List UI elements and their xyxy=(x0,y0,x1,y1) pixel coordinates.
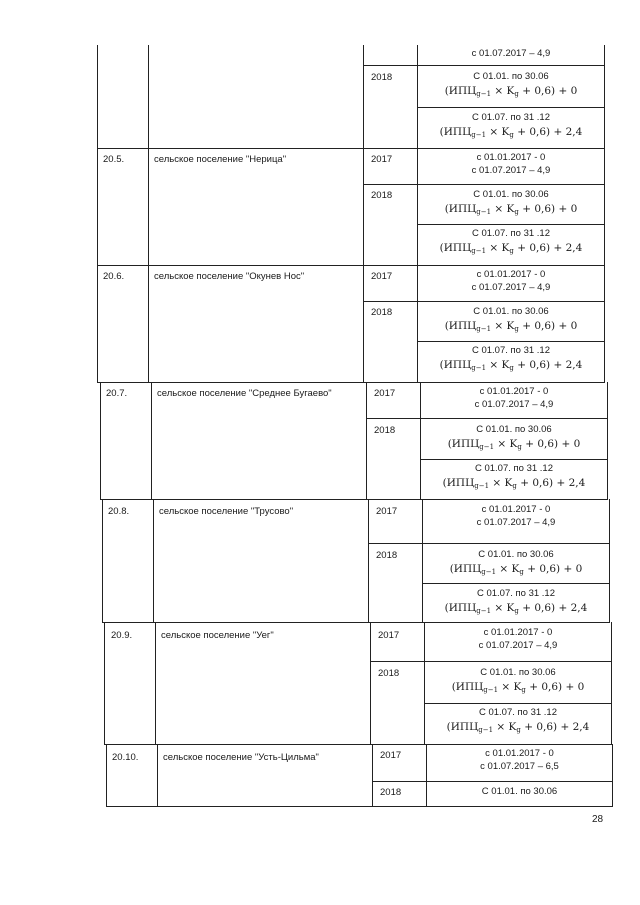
settlement-name: сельское поселение "Нерица" xyxy=(154,154,287,165)
tariff-formula: $(ИПЦ_{g-1} \times K_g + 0,6) + 2,4$ xyxy=(439,126,583,139)
tariff-formula: $(ИПЦ_{g-1} \times K_g + 0,6) + 2,4$ xyxy=(444,602,588,615)
settlement-name: сельское поселение "Среднее Бугаево" xyxy=(157,388,332,399)
year-cell: 2018 xyxy=(380,787,402,798)
settlement-name: сельское поселение "Окунев Нос" xyxy=(154,271,305,282)
period-label: С 01.01. по 30.06 xyxy=(476,424,552,435)
rate-note: с 01.07.2017 – 4,9 xyxy=(474,399,554,410)
row-number: 20.10. xyxy=(112,752,139,763)
period-label: С 01.07. по 31 .12 xyxy=(474,463,554,474)
year-cell: 2018 xyxy=(378,668,400,679)
page-number: 28 xyxy=(592,814,604,825)
tariff-formula: $(ИПЦ_{g-1} \times K_g + 0,6) + 0$ xyxy=(444,320,578,333)
table-border xyxy=(148,45,149,148)
tariff-formula: $(ИПЦ_{g-1} \times K_g + 0,6) + 2,4$ xyxy=(439,242,583,255)
row-number: 20.6. xyxy=(103,271,125,282)
rate-note: с 01.07.2017 – 4,9 xyxy=(471,165,551,176)
period-label: С 01.07. по 31 .12 xyxy=(471,112,551,123)
tariff-formula: $(ИПЦ_{g-1} \times K_g + 0,6) + 2,4$ xyxy=(446,721,590,734)
year-cell: 2017 xyxy=(374,388,396,399)
year-cell: 2017 xyxy=(380,750,402,761)
row-number: 20.5. xyxy=(103,154,125,165)
rate-note: с 01.01.2017 - 0 xyxy=(476,152,546,163)
period-label: С 01.01. по 30.06 xyxy=(473,189,549,200)
period-label: С 01.07. по 31 .12 xyxy=(471,345,551,356)
table-border xyxy=(417,107,605,108)
row-number: 20.7. xyxy=(106,388,128,399)
tariff-formula: $(ИПЦ_{g-1} \times K_g + 0,6) + 0$ xyxy=(444,203,578,216)
tariff-formula: $(ИПЦ_{g-1} \times K_g + 0,6) + 0$ xyxy=(449,563,583,576)
period-label: С 01.07. по 31 .12 xyxy=(476,588,556,599)
tariff-formula: $(ИПЦ_{g-1} \times K_g + 0,6) + 0$ xyxy=(444,85,578,98)
row-number: 20.8. xyxy=(108,506,130,517)
year-cell: 2018 xyxy=(371,307,393,318)
year-cell: 2018 xyxy=(371,190,393,201)
table-border xyxy=(363,45,364,148)
settlement-name: сельское поселение "Уег" xyxy=(161,630,274,641)
rate-note: с 01.07.2017 – 4,9 xyxy=(471,282,551,293)
row-number: 20.9. xyxy=(111,630,133,641)
rate-note: с 01.01.2017 - 0 xyxy=(481,504,551,515)
rate-note: с 01.07.2017 – 4,9 xyxy=(476,517,556,528)
rate-note: с 01.01.2017 - 0 xyxy=(476,269,546,280)
year-cell: 2017 xyxy=(376,506,398,517)
year-cell: 2017 xyxy=(371,271,393,282)
rate-note: с 01.01.2017 - 0 xyxy=(479,386,549,397)
rate-note: с 01.01.2017 - 0 xyxy=(483,627,553,638)
year-cell: 2017 xyxy=(378,630,400,641)
settlement-name: сельское поселение "Усть-Цильма" xyxy=(163,752,319,763)
settlement-name: сельское поселение "Трусово" xyxy=(159,506,294,517)
table-border xyxy=(363,65,605,66)
rate-note: с 01.07.2017 – 4,9 xyxy=(471,48,551,59)
period-label: С 01.01. по 30.06 xyxy=(480,667,556,678)
rate-note: с 01.07.2017 – 6,5 xyxy=(480,761,559,772)
tariff-formula: $(ИПЦ_{g-1} \times K_g + 0,6) + 0$ xyxy=(451,681,585,694)
table-border xyxy=(97,148,605,149)
tariff-formula: $(ИПЦ_{g-1} \times K_g + 0,6) + 0$ xyxy=(447,438,581,451)
period-label: С 01.01. по 30.06 xyxy=(478,549,554,560)
tariff-formula: $(ИПЦ_{g-1} \times K_g + 0,6) + 2,4$ xyxy=(442,477,586,490)
tariff-formula: $(ИПЦ_{g-1} \times K_g + 0,6) + 2,4$ xyxy=(439,359,583,372)
year-cell: 2018 xyxy=(376,550,398,561)
year-cell: 2018 xyxy=(371,72,393,83)
rate-note: с 01.07.2017 – 4,9 xyxy=(478,640,558,651)
rate-note: с 01.01.2017 - 0 xyxy=(485,748,554,759)
period-label: С 01.01. по 30.06 xyxy=(473,306,549,317)
year-cell: 2017 xyxy=(371,154,393,165)
period-label: С 01.07. по 31 .12 xyxy=(478,707,558,718)
year-cell: 2018 xyxy=(374,425,396,436)
period-label: С 01.07. по 31 .12 xyxy=(471,228,551,239)
period-label: С 01.01. по 30.06 xyxy=(473,71,549,82)
table-border xyxy=(97,45,98,148)
period-label: С 01.01. по 30.06 xyxy=(481,786,558,797)
